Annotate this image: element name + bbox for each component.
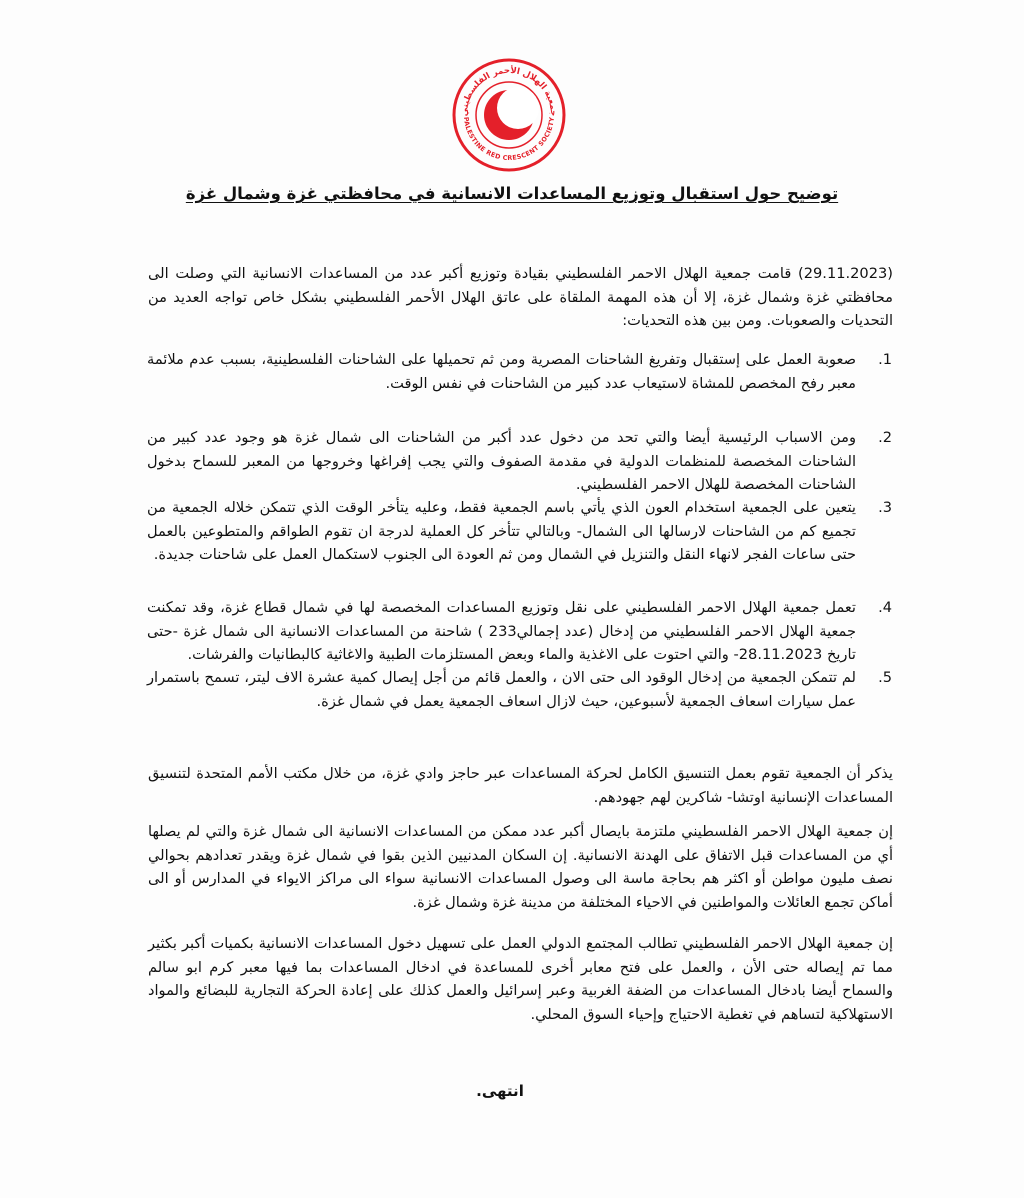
list-item-number: 5.: [878, 669, 892, 686]
list-item-number: 1.: [878, 351, 892, 368]
body-paragraph: يذكر أن الجمعية تقوم بعمل التنسيق الكامل لحركة المساعدات عبر حاجز وادي غزة، من خلال مكتب الأمم المتحدة لتنسيق المساعدات الإنسانية اوتشا- شاكرين لهم جهودهم.: [148, 765, 893, 806]
list-item: [147, 596, 892, 667]
list-item: [147, 666, 892, 713]
list-item: [147, 348, 892, 395]
list-item-text: ومن الاسباب الرئيسية أيضا والتي تحد من دخول عدد أكبر من الشاحنات الى شمال غزة هو وجود عدد كبير من الشاحنات المخصصة للمنظمات الدولية في مقدمة الصفوف والتي يجب إفراغها وخروجها من المعبر للسماح بدخول الشاحنات المخصصة للهلال الاحمر الفلسطيني.: [147, 429, 856, 493]
list-item-number: 4.: [878, 599, 892, 616]
crescent-logo-icon: [450, 56, 568, 174]
logo-english-text: PALESTINE RED CRESCENT SOCIETY: [462, 116, 557, 163]
list-item-text: صعوبة العمل على إستقبال وتفريغ الشاحنات المصرية ومن ثم تحميلها على الشاحنات الفلسطينية، بسبب عدم ملائمة معبر رفح المخصص للمشاة لاستيعاب عدد كبير من الشاحنات في نفس الوقت.: [147, 351, 856, 392]
list-item-text: تعمل جمعية الهلال الاحمر الفلسطيني على نقل وتوزيع المساعدات المخصصة لها في شمال قطاع غزة، وقد تمكنت جمعية الهلال الاحمر الفلسطيني من إدخال (عدد إجمالي233 ) شاحنة من المساعدات الانسانية الى شمال غزة -حتى تاريخ 28.11.2023- والتي احتوت على الاغذية والماء وبعض المستلزمات الطبية والاغاثية كالبطانيات والفرشات.: [147, 599, 856, 663]
list-item-number: 3.: [878, 499, 892, 516]
list-item: [147, 496, 892, 567]
list-item-text: لم تتمكن الجمعية من إدخال الوقود الى حتى الان ، والعمل قائم من أجل إيصال كمية عشرة الاف ليتر، تسمح باستمرار عمل سيارات اسعاف الجمعية لأسبوعين، حيث لازال اسعاف الجمعية يعمل في شمال غزة.: [147, 669, 856, 710]
intro-paragraph: (29.11.2023) قامت جمعية الهلال الاحمر الفلسطيني بقيادة وتوزيع أكبر عدد من المساعدات الانسانية التي وصلت الى محافظتي غزة وشمال غزة، إلا أن هذه المهمة الملقاة على عاتق الهلال الأحمر الفلسطيني بشكل خاص تواجه العديد من التحديات والصعوبات. ومن بين هذه التحديات:: [148, 265, 893, 329]
logo-arabic-text: جمعية الهلال الأحمر الفلسطيني: [459, 65, 559, 117]
list-item: [147, 426, 892, 497]
ending-text: انتهى.: [476, 1082, 524, 1100]
body-paragraph: إن جمعية الهلال الاحمر الفلسطيني ملتزمة بايصال أكبر عدد ممكن من المساعدات الانسانية الى شمال غزة والتي لم يصلها أي من المساعدات قبل الاتفاق على الهدنة الانسانية. إن السكان المدنيين الذين بقوا في شمال غزة ويقدر تعدادهم بحوالي نصف مليون مواطن أو اكثر هم بحاجة ماسة الى وصول المساعدات الانسانية سواء الى مراكز الايواء في المدارس أو الى أماكن تجمع العائلات والمواطنين في الاحياء المختلفة من مدينة غزة وشمال غزة.: [148, 823, 893, 911]
list-item-number: 2.: [878, 429, 892, 446]
document-title: توضيح حول استقبال وتوزيع المساعدات الانسانية في محافظتي غزة وشمال غزة: [185, 184, 839, 203]
list-item-text: يتعين على الجمعية استخدام العون الذي يأتي باسم الجمعية فقط، وعليه يتأخر الوقت الذي تتمكن خلاله الجمعية من تجميع كم من الشاحنات لارسالها الى الشمال- وبالتالي تتأخر كل العملية لدرجة ان تقوم الطواقم والمتطوعين بالعمل حتى ساعات الفجر لانهاء النقل والتنزيل في الشمال ومن ثم العودة الى الجنوب لاستكمال العمل على شاحنات جديدة.: [147, 499, 856, 563]
prcs-logo: [450, 56, 568, 174]
body-paragraph: إن جمعية الهلال الاحمر الفلسطيني تطالب المجتمع الدولي العمل على تسهيل دخول المساعدات الانسانية بكميات أكبر بكثير مما تم إيصاله حتى الأن ، والعمل على فتح معابر أخرى للمساعدة في ادخال المساعدات بما فيها معبر كرم ابو سالم والسماح أيضا بادخال المساعدات من الضفة الغربية وعبر إسرائيل والعمل كذلك على إعادة الحركة التجارية للبضائع والمواد الاستهلاكية لتساهم في تغطية الاحتياج وإحياء السوق المحلي.: [148, 935, 893, 1023]
